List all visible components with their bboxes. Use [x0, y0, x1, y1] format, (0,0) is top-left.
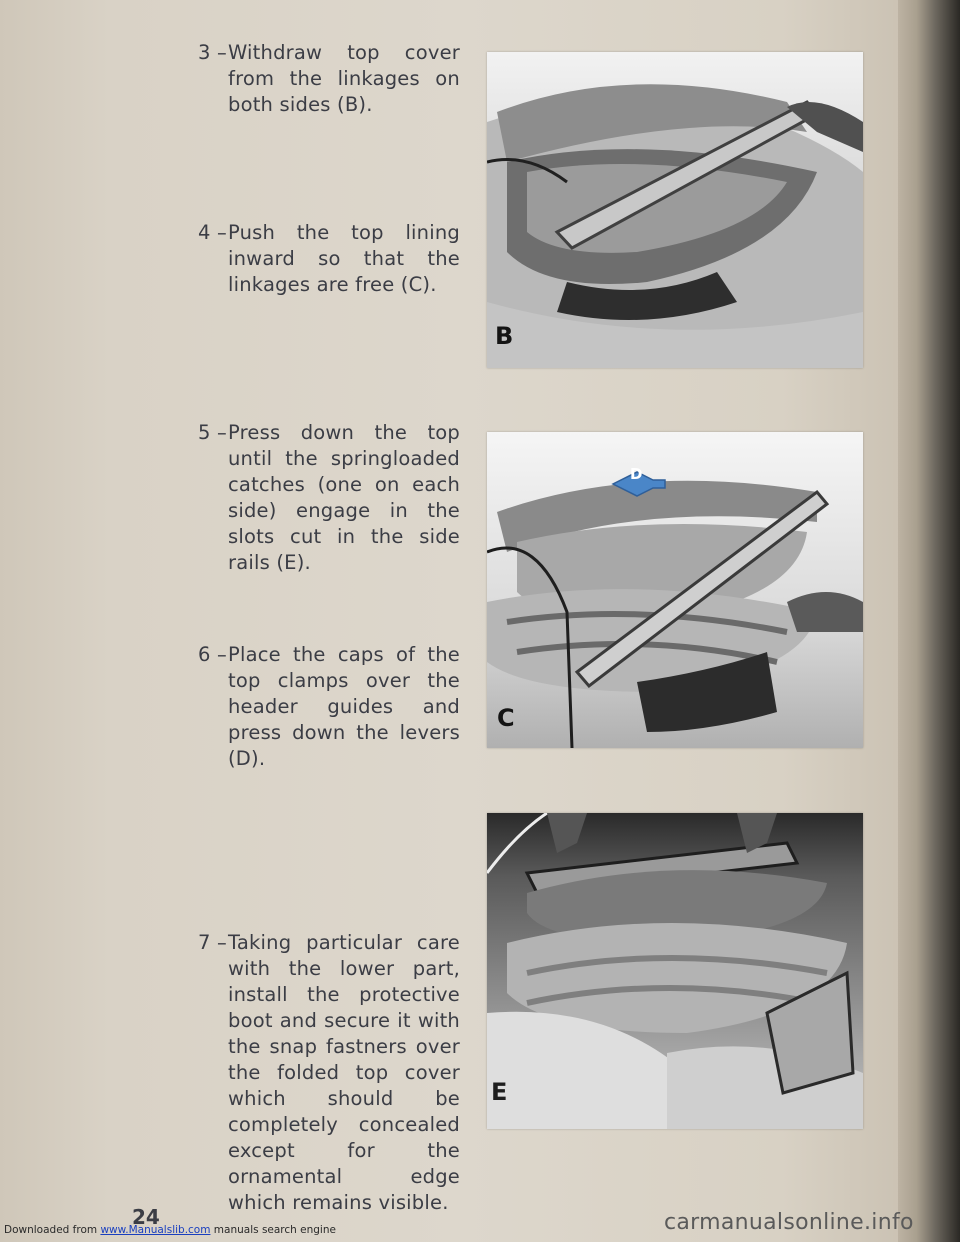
footer-suffix: manuals search engine [210, 1224, 336, 1236]
step-3 [198, 40, 460, 118]
photo-e [487, 813, 863, 1129]
step-7 [198, 930, 460, 1216]
watermark: carmanualsonline.info [664, 1210, 914, 1235]
photo-b-label: B [495, 322, 514, 350]
photo-b [487, 52, 863, 368]
page-number: 24 [132, 1205, 160, 1229]
step-text: Push the top lining inward so that the linkages are free (C). [228, 221, 460, 296]
step-5 [198, 420, 460, 576]
manualslib-link[interactable]: www.Manualslib.com [100, 1224, 211, 1236]
step-text: Taking particular care with the lower part, install the protective boot and secure it with the snap fastners over the folded top cover which should be completely concealed except for the ornamental edge which remains visible. [228, 931, 460, 1214]
download-footer [4, 1224, 336, 1236]
step-4 [198, 220, 460, 298]
photo-c-illustration [487, 432, 863, 748]
step-number: 4 – [198, 221, 227, 244]
step-text: Press down the top until the springloaded catches (one on each side) engage in the slots cut in the side rails (E). [228, 421, 460, 574]
photo-e-label: E [491, 1078, 508, 1106]
photo-e-illustration [487, 813, 863, 1129]
step-6 [198, 642, 460, 772]
photo-b-illustration [487, 52, 863, 368]
photo-c-arrow-label: D [630, 465, 643, 483]
photo-c [487, 432, 863, 748]
photo-c-label: C [497, 704, 515, 732]
step-number: 5 – [198, 421, 227, 444]
step-number: 6 – [198, 643, 227, 666]
step-number: 7 – [198, 931, 227, 954]
step-number: 3 – [198, 41, 227, 64]
step-text: Place the caps of the top clamps over the header guides and press down the levers (D). [228, 643, 460, 770]
footer-prefix: Downloaded from [4, 1224, 101, 1236]
step-text: Withdraw top cover from the linkages on both sides (B). [228, 41, 460, 116]
page-edge-shadow [898, 0, 960, 1242]
